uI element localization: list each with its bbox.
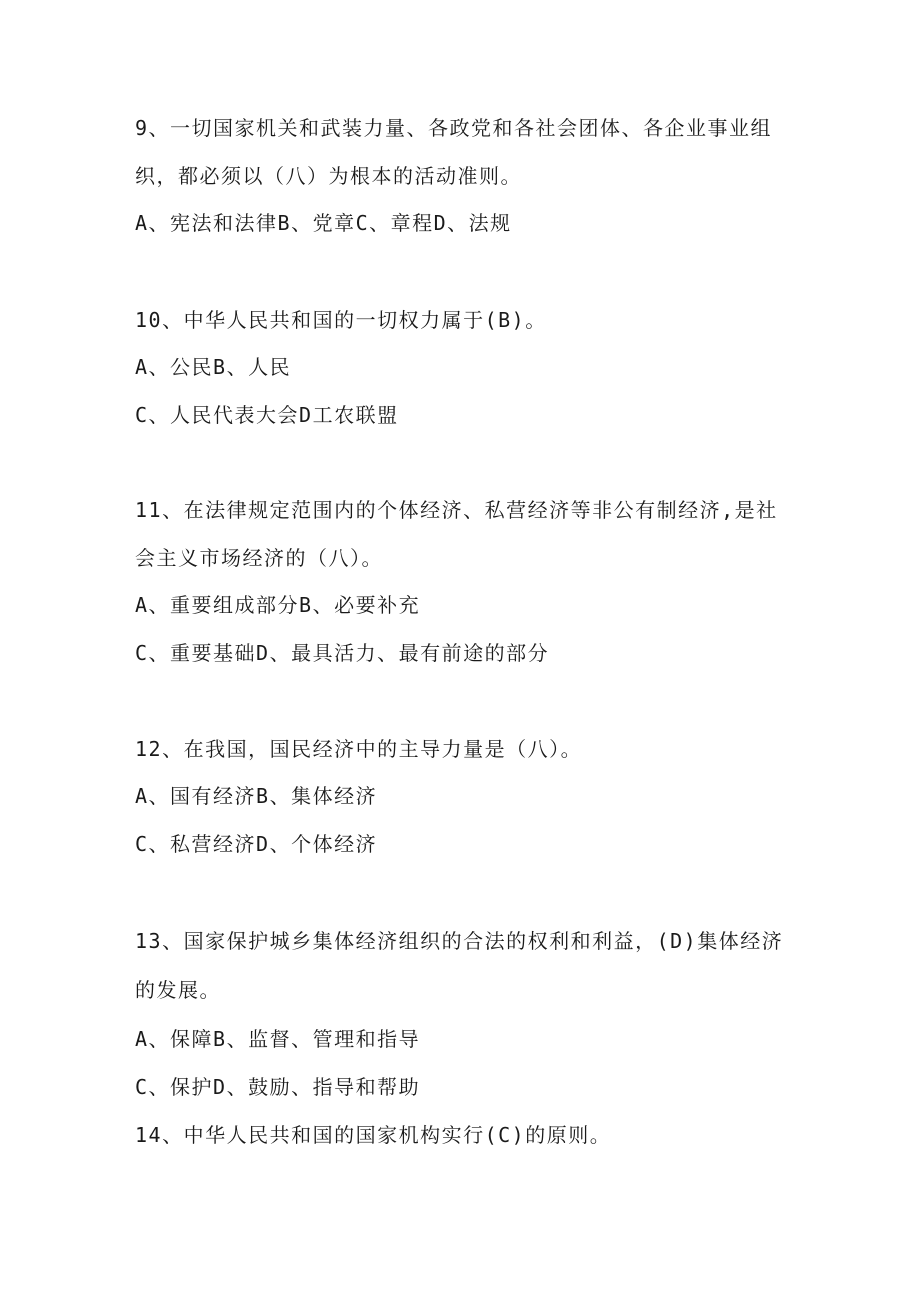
question-9-option-line-1: A、宪法和法律B、党章C、章程D、法规 [135, 211, 512, 235]
question-11-line-1: 11、在法律规定范围内的个体经济、私营经济等非公有制经济,是社 [135, 498, 778, 522]
question-11-option-line-1: A、重要组成部分B、必要补充 [135, 593, 421, 617]
question-12-line-1: 12、在我国，国民经济中的主导力量是（八）。 [135, 737, 583, 761]
question-14-line-1: 14、中华人民共和国的国家机构实行(C)的原则。 [135, 1123, 612, 1147]
question-13-option-line-1: A、保障B、监督、管理和指导 [135, 1027, 421, 1051]
question-13-line-2: 的发展。 [135, 978, 221, 1002]
question-9-line-2: 织，都必须以（八）为根本的活动准则。 [135, 164, 522, 188]
question-10-option-line-1: A、公民B、人民 [135, 355, 292, 379]
question-13-option-line-2: C、保护D、鼓励、指导和帮助 [135, 1075, 421, 1099]
question-9-line-1: 9、一切国家机关和武装力量、各政党和各社会团体、各企业事业组 [135, 116, 773, 140]
question-13-line-1: 13、国家保护城乡集体经济组织的合法的权利和利益，(D)集体经济 [135, 929, 784, 953]
question-12-option-line-2: C、私营经济D、个体经济 [135, 832, 378, 856]
question-12-option-line-1: A、国有经济B、集体经济 [135, 784, 378, 808]
question-10-line-1: 10、中华人民共和国的一切权力属于(B)。 [135, 308, 547, 332]
question-10-option-line-2: C、人民代表大会D工农联盟 [135, 403, 399, 427]
question-11-line-2: 会主义市场经济的（八）。 [135, 546, 383, 570]
question-11-option-line-2: C、重要基础D、最具活力、最有前途的部分 [135, 641, 550, 665]
